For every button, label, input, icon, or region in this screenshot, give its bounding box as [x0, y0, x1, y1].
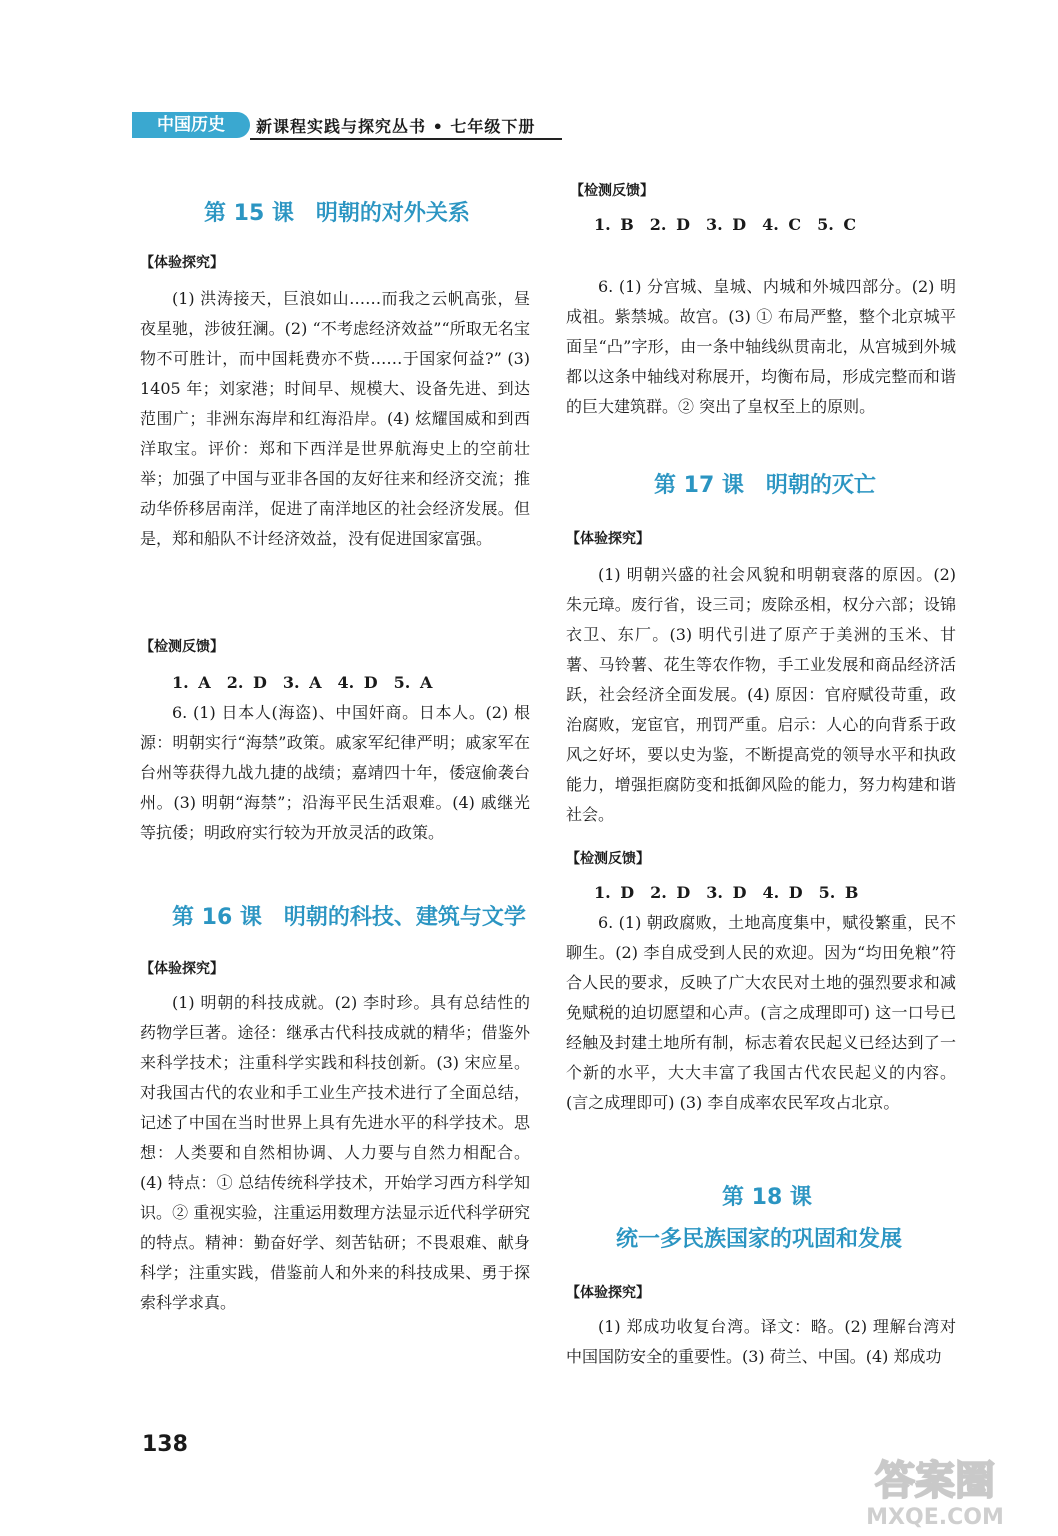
watermark-main-text: 答案圈 [875, 1458, 995, 1504]
lesson-16-explore-label: 【体验探究】 [140, 961, 224, 977]
lesson-16-explore-text: (1) 明朝的科技成就。(2) 李时珍。具有总结性的药物学巨著。途径：继承古代科技成就的精华；借鉴外来科学技术；注重科学实践和科技创新。(3) 宋应星。对我国古代的农业和手工业生产技术进行了全面总结，记述了中国在当时世界上具有先进水平的科学技术。思想：人类要和自然相协调、人力要与自然力相配合。(4) 特点：① 总结传统科学技术，开始学习西方科学知识。② 重视实验，注重运用数理方法显示近代科学研究的特点。精神：勤奋好学、刻苦钻研；不畏艰难、献身科学；注重实践，借鉴前人和外来的科技成果、勇于探索科学求真。 [140, 993, 530, 1312]
lesson-18-title-line2: 统一多民族国家的巩固和发展 [616, 1227, 903, 1252]
lesson-17-answers: 1. D 2. D 3. D 4. D 5. B [594, 883, 859, 902]
lesson-17-q6: 6. (1) 朝政腐败，土地高度集中，赋役繁重，民不聊生。(2) 李自成受到人民的欢迎。因为“均田免粮”符合人民的要求，反映了广大农民对土地的强烈要求和减免赋税的迫切愿望和心声。(言之成理即可) 这一口号已经触及封建土地所有制，标志着农民起义已经达到了一个新的水平，大大丰富了我国古代农民起义的内容。(言之成理即可) (3) 李自成率农民军攻占北京。 [566, 913, 956, 1112]
subject-badge: 中国历史 [132, 112, 250, 138]
lesson-15-explore-label: 【体验探究】 [140, 255, 224, 271]
lesson-17-explore-label: 【体验探究】 [566, 531, 650, 547]
lesson-16-answers: 1. B 2. D 3. D 4. C 5. C [594, 215, 857, 234]
lesson-16-title: 第 16 课 明朝的科技、建筑与文学 [172, 905, 526, 930]
lesson-15-q6: 6. (1) 日本人(海盗)、中国奸商。日本人。(2) 根源：明朝实行“海禁”政策。戚家军纪律严明；戚家军在台州等获得九战九捷的战绩；嘉靖四十年，倭寇偷袭台州。(3) 明朝“海禁”；沿海平民生活艰难。(4) 戚继光等抗倭；明政府实行较为开放灵活的政策。 [140, 703, 530, 842]
header-rule [250, 138, 562, 140]
lesson-15-answers: 1. A 2. D 3. A 4. D 5. A [172, 673, 433, 692]
lesson-15-explore-text: (1) 洪涛接天，巨浪如山……而我之云帆高张，昼夜星驰，涉彼狂澜。(2) “不考虑经济效益”“所取无名宝物不可胜计，而中国耗费亦不赀……于国家何益?” (3) 1405 年；刘家港；时间早、规模大、设备先进、到达范围广；非洲东海岸和红海沿岸。(4) 炫耀国威和到西洋取宝。评价：郑和下西洋是世界航海史上的空前壮举；加强了中国与亚非各国的友好往来和经济交流；推动华侨移居南洋，促进了南洋地区的社会经济发展。但是，郑和船队不计经济效益，没有促进国家富强。 [140, 289, 530, 548]
lesson-18-explore-label: 【体验探究】 [566, 1285, 650, 1301]
lesson-17-title: 第 17 课 明朝的灭亡 [654, 473, 876, 498]
lesson-17-check-label: 【检测反馈】 [566, 851, 650, 867]
watermark-logo [830, 1448, 1040, 1528]
lesson-17-explore-text: (1) 明朝兴盛的社会风貌和明朝衰落的原因。(2) 朱元璋。废行省，设三司；废除丞相，权分六部；设锦衣卫、东厂。(3) 明代引进了原产于美洲的玉米、甘薯、马铃薯、花生等农作物，手工业发展和商品经济活跃，社会经济全面发展。(4) 原因：官府赋役苛重，政治腐败，宠宦官，刑罚严重。启示：人心的向背系于政风之好坏，要以史为鉴，不断提高党的领导水平和执政能力，增强拒腐防变和抵御风险的能力，努力构建和谐社会。 [566, 565, 956, 824]
page-header [132, 110, 562, 140]
lesson-18-explore-text: (1) 郑成功收复台湾。译文：略。(2) 理解台湾对中国国防安全的重要性。(3) 荷兰、中国。(4) 郑成功 [566, 1317, 956, 1366]
lesson-18-title-line1: 第 18 课 [722, 1185, 812, 1210]
lesson-15-check-label: 【检测反馈】 [140, 639, 224, 655]
page-number: 138 [142, 1432, 188, 1457]
lesson-16-q6: 6. (1) 分宫城、皇城、内城和外城四部分。(2) 明成祖。紫禁城。故宫。(3) ① 布局严整，整个北京城平面呈“凸”字形，由一条中轴线纵贯南北，从宫城到外城都以这条中轴线对称展开，均衡布局，形成完整而和谐的巨大建筑群。② 突出了皇权至上的原则。 [566, 277, 956, 416]
watermark-domain-text: MXQE.COM [866, 1505, 1004, 1528]
series-title: 新课程实践与探究丛书 • 七年级下册 [256, 117, 536, 136]
lesson-16-check-label: 【检测反馈】 [570, 183, 654, 199]
lesson-15-title: 第 15 课 明朝的对外关系 [204, 201, 470, 226]
